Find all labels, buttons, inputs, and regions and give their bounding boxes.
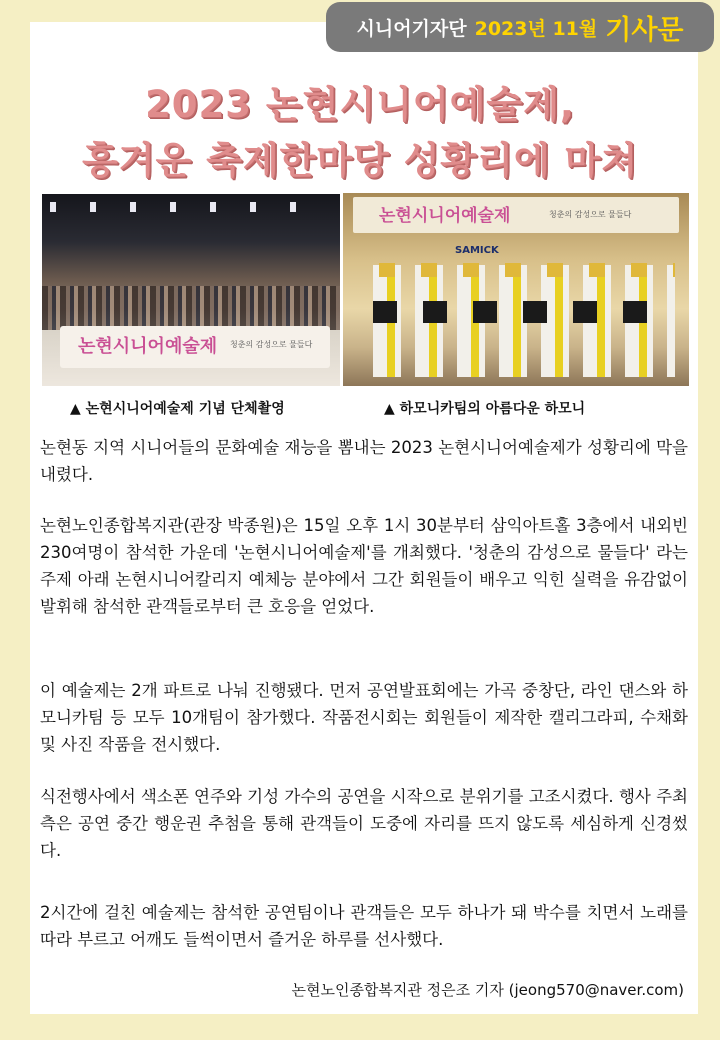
photo-caption-right: ▲ 하모니카팀의 아름다운 하모니 — [384, 401, 586, 417]
music-stands — [373, 301, 663, 323]
ceiling-lights — [50, 202, 330, 212]
paragraph-3: 이 예술제는 2개 파트로 나눠 진행됐다. 먼저 공연발표회에는 가곡 중창단, 라인 댄스와 하모니카팀 등 모두 10개팀이 참가했다. 작품전시회는 회원들이 제작한 캘리그라피, 수채화 및 사진 작품을 전시했다. — [40, 681, 688, 754]
header-corps: 시니어기자단 — [356, 17, 467, 40]
paragraph-4: 식전행사에서 색소폰 연주와 기성 가수의 공연을 시작으로 분위기를 고조시켰다. 행사 주최 측은 공연 중간 행운권 추첨을 통해 관객들이 도중에 자리를 뜨지 않도록 세심하게 신경썼다. — [40, 787, 688, 860]
header-kind: 기사문 — [605, 14, 684, 46]
header-tab — [326, 2, 714, 52]
stage-brand-logo: SAMICK — [455, 245, 499, 256]
paragraph-5: 2시간에 걸친 예술제는 참석한 공연팀이나 관객들은 모두 하나가 돼 박수를 치면서 노래를 따라 부르고 어깨도 들썩이면서 즐거운 하루를 선사했다. — [40, 903, 688, 949]
article-title-line2: 흥겨운 축제한마당 성황리에 마쳐 — [81, 139, 639, 182]
harmonica-photo — [343, 193, 689, 386]
harmonica-photo-banner — [353, 197, 679, 233]
paragraph-2: 논현노인종합복지관(관장 박종원)은 15일 오후 1시 30분부터 삼익아트홀 3층에서 내외빈 230여명이 참석한 가운데 '논현시니어예술제'를 개최했다. '청춘의 감성으로 물들다' 라는 주제 아래 논현시니어칼리지 예체능 분야에서 그간 회원들이 배우고 익힌 실력을 유감없이 발휘해 참석한 관객들로부터 큰 호응을 얻었다. — [40, 516, 688, 616]
paragraph-1: 논현동 지역 시니어들의 문화예술 재능을 뽐내는 2023 논현시니어예술제가 성황리에 막을 내렸다. — [40, 438, 688, 484]
photo-caption-left: ▲ 논현시니어예술제 기념 단체촬영 — [70, 401, 285, 417]
band-hats — [365, 263, 675, 277]
group-photo — [42, 194, 340, 386]
crowd — [42, 286, 340, 330]
group-banner-subtitle: 청춘의 감성으로 물들다 — [230, 340, 313, 349]
byline: 논현노인종합복지관 정은조 기자 (jeong570@naver.com) — [291, 981, 684, 999]
article-title-line1: 2023 논현시니어예술제, — [145, 83, 575, 126]
harmonica-banner-title: 논현시니어예술제 — [379, 206, 511, 226]
harmonica-banner-subtitle: 청춘의 감성으로 물들다 — [549, 210, 632, 219]
group-photo-banner — [60, 326, 330, 368]
group-banner-title: 논현시니어예술제 — [78, 336, 218, 357]
header-date: 2023년 11월 — [474, 17, 598, 40]
